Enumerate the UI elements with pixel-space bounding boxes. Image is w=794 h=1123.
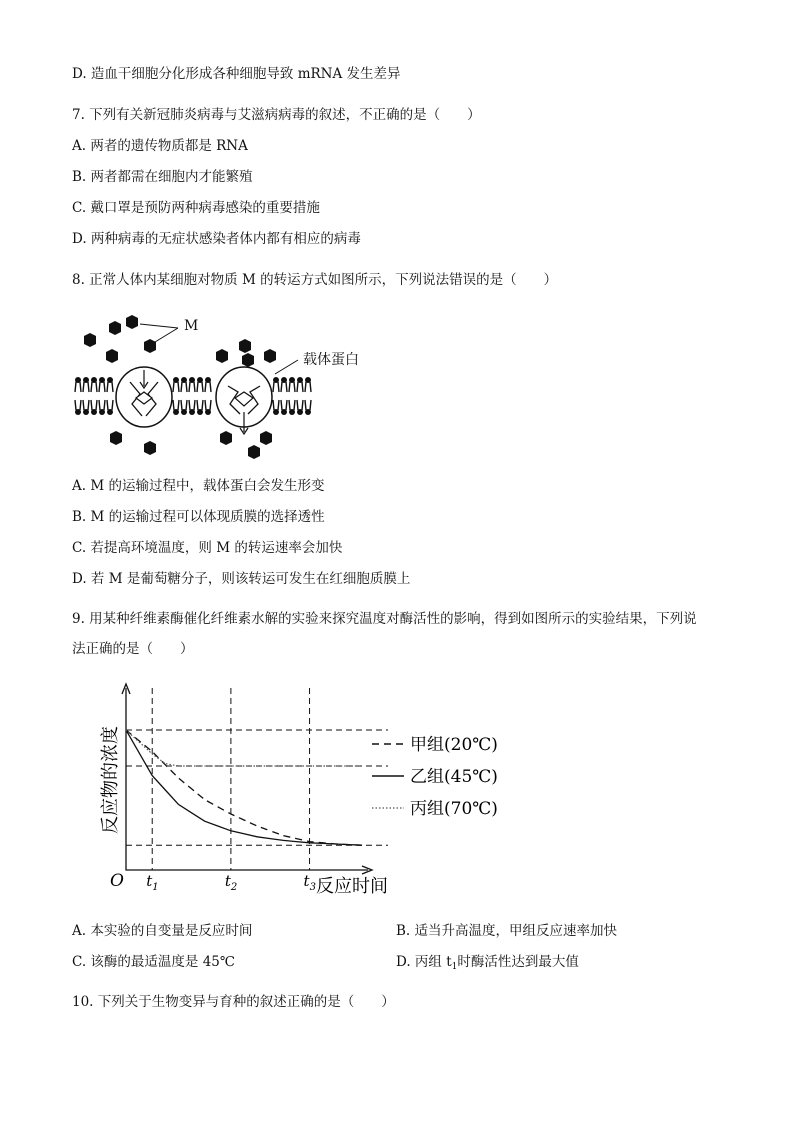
- q8-option-d: D. 若 M 是葡萄糖分子，则该转运可发生在红细胞质膜上: [72, 571, 411, 587]
- q9-option-d-post: 时酶活性达到最大值: [457, 954, 579, 970]
- q7-option-d: D. 两种病毒的无症状感染者体内都有相应的病毒: [72, 231, 361, 247]
- series-line-1: [126, 730, 362, 845]
- x-axis-label: 反应时间: [316, 876, 388, 897]
- y-axis-label: 反应物的浓度: [100, 726, 121, 834]
- q9-stem-line1: 9. 用某种纤维素酶催化纤维素水解的实验来探究温度对酶活性的影响，得到如图所示的实验结果，下列说: [72, 611, 697, 627]
- legend-label-2: 丙组(70℃): [410, 799, 498, 819]
- q10-stem: 10. 下列关于生物变异与育种的叙述正确的是（ ）: [72, 994, 395, 1010]
- series-line-0: [126, 730, 362, 845]
- q8-option-b: B. M 的运输过程可以体现质膜的选择透性: [72, 509, 325, 525]
- label-carrier: 载体蛋白: [303, 352, 359, 368]
- tick-label-t3: $t_3$: [303, 872, 316, 893]
- q9-stem-line2: 法正确的是（ ）: [72, 641, 194, 657]
- legend-label-1: 乙组(45℃): [410, 767, 498, 787]
- q7-option-c: C. 戴口罩是预防两种病毒感染的重要措施: [72, 200, 320, 216]
- membrane-transport-diagram: [70, 312, 380, 462]
- label-m: M: [184, 318, 199, 334]
- q9-option-d-sub: 1: [451, 962, 458, 972]
- q9-option-a: A. 本实验的自变量是反应时间: [72, 923, 253, 939]
- origin-label: O: [110, 871, 124, 891]
- series-line-2: [126, 730, 362, 766]
- chart-axes: [126, 688, 368, 870]
- q8-option-c: C. 若提高环境温度，则 M 的转运速率会加快: [72, 540, 343, 556]
- q6-option-d: D. 造血干细胞分化形成各种细胞导致 mRNA 发生差异: [72, 66, 401, 82]
- q9-option-d: [396, 953, 579, 976]
- tick-label-t2: $t_2$: [224, 872, 238, 893]
- q9-option-b: B. 适当升高温度，甲组反应速率加快: [396, 923, 618, 939]
- q7-option-a: A. 两者的遗传物质都是 RNA: [72, 138, 248, 154]
- enzyme-activity-chart: [92, 674, 532, 904]
- q8-stem: 8. 正常人体内某细胞对物质 M 的转运方式如图所示，下列说法错误的是（ ）: [72, 272, 558, 288]
- q9-option-c: C. 该酶的最适温度是 45℃: [72, 954, 236, 970]
- q9-option-d-pre: D. 丙组 t: [396, 954, 452, 970]
- q7-option-b: B. 两者都需在细胞内才能繁殖: [72, 169, 253, 185]
- q8-option-a: A. M 的运输过程中，载体蛋白会发生形变: [72, 478, 325, 494]
- q7-stem: 7. 下列有关新冠肺炎病毒与艾滋病病毒的叙述，不正确的是（ ）: [72, 107, 481, 123]
- tick-label-t1: $t_1$: [146, 872, 159, 893]
- legend-label-0: 甲组(20℃): [410, 735, 498, 755]
